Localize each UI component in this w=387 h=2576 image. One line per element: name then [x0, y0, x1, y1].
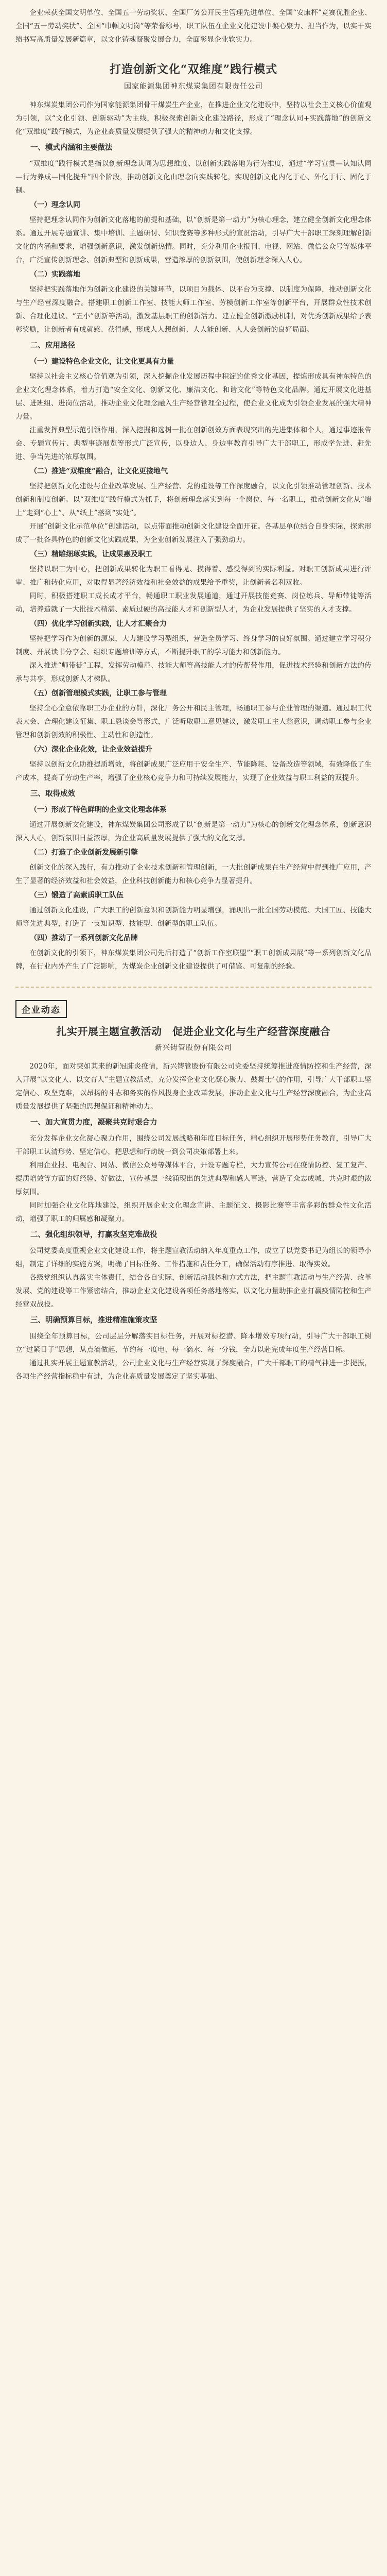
article-2 [15, 1023, 372, 1383]
paragraph: 通过创新文化建设，广大职工的创新意识和创新能力明显增强，涌现出一批全国劳动模范、大国工匠、技能大师等先进典型，打造了一支知识型、技能型、创新型的职工队伍。 [15, 906, 372, 928]
article-1-title: 打造创新文化“双维度”践行模式 [109, 63, 278, 76]
subsection-heading: （四）推动了一系列创新文化品牌 [30, 934, 138, 942]
section-heading: 三、明确预算目标，推进精准施策攻坚 [30, 1316, 157, 1325]
paragraph: 围绕全年预算目标，公司层层分解落实目标任务，开展对标挖潜、降本增效专项行动，引导广大干部职工树立“过紧日子”思想，从点滴做起，节约每一度电、每一滴水、每一分钱，全力以赴完成年度生产经营目标。 [15, 1332, 372, 1354]
paragraph: “双维度”践行模式是指以创新理念认同为思想维度、以创新实践落地为行为维度，通过“学习宣贯—认知认同—行为养成—固化提升”四个阶段，推动创新文化由理念向实践转化，实现创新文化内化于心、外化于行、固化于制。 [15, 160, 372, 195]
section-heading: 一、加大宣贯力度，凝聚共克时艰合力 [30, 1118, 157, 1127]
paragraph: 深入推进“师带徒”工程，发挥劳动模范、技能大师等高技能人才的传帮带作用，促进技术经验和创新方法的传承与共享，形成创新人才梯队。 [15, 662, 372, 683]
subsection-heading: （二）推进“双维度”融合，让文化更接地气 [30, 467, 168, 476]
lead-paragraph: 2020年，面对突如其来的新冠肺炎疫情，新兴铸管股份有限公司党委坚持统筹推进疫情防控和生产经营，深入开展“以文化人、以文育人”主题宣教活动，充分发挥企业文化凝心聚力、鼓舞士气的作用，引导广大干部职工坚定信心、攻坚克难，以昂扬的斗志和务实的作风投身企业改革发展，推动企业文化与生产经营深度融合，为企业高质量发展提供了坚强的思想保证和精神动力。 [15, 1062, 372, 1111]
section-heading: 二、应用路径 [30, 341, 75, 350]
subsection-heading: （五）创新管理模式实践，让职工参与管理 [30, 689, 167, 698]
lead-paragraph: 神东煤炭集团公司作为国家能源集团骨干煤炭生产企业，在推进企业文化建设中，坚持以社会主义核心价值观为引领，以“文化引领、创新驱动”为主线，积极探索创新文化建设路径，形成了“理念认同+实践落地”的创新文化“双维度”践行模式，为企业高质量发展提供了强大的精神动力和文化支撑。 [15, 101, 372, 136]
intro-paragraph: 企业荣获全国文明单位、全国五一劳动奖状、全国厂务公开民主管理先进单位、全国“安康杯”竞赛优胜企业、全国“五一劳动奖状”、全国“巾帼文明岗”等荣誉称号，职工队伍在企业文化建设中凝心聚力、担当作为，以实干实绩书写高质量发展新篇章，以文化铸魂凝聚发展合力，全面彰显企业软实力。 [15, 9, 372, 44]
paragraph: 开展“创新文化示范单位”创建活动，以点带面推动创新文化建设全面开花。各基层单位结合自身实际，探索形成了一批各具特色的创新文化实践成果，为企业创新发展注入了强劲动力。 [15, 522, 372, 544]
subsection-heading: （二）打造了企业创新发展新引擎 [30, 849, 138, 857]
paragraph: 坚持把学习作为创新的源泉，大力建设学习型组织，营造全员学习、终身学习的良好氛围。通过建立学习积分制度、开展读书分享会、组织专题培训等方式，不断提升职工的学习能力和创新能力。 [15, 635, 372, 656]
paragraph: 各级党组织认真落实主体责任，结合各自实际，创新活动载体和方式方法，把主题宣教活动与生产经营、改革发展、党的建设等工作紧密结合，推动企业文化建设各项任务落地落实，以文化力量助推企业打赢疫情防控和生产经营双战役。 [15, 1274, 372, 1309]
paragraph: 坚持以创新文化助推提质增效，将创新成果广泛应用于安全生产、节能降耗、设备改造等领域，有效降低了生产成本，提高了劳动生产率，增强了企业核心竞争力和可持续发展能力，实现了企业效益与职工利益的双提升。 [15, 760, 372, 782]
paragraph: 坚持全心全意依靠职工办企业的方针，深化厂务公开和民主管理，畅通职工参与企业管理的渠道。通过职工代表大会、合理化建议征集、职工恳谈会等形式，广泛听取职工意见建议，激发职工主人翁意识，调动职工参与企业管理和创新创效的积极性、主动性和创造性。 [15, 704, 372, 739]
paragraph: 通过扎实开展主题宣教活动，公司企业文化与生产经营实现了深度融合，广大干部职工的精气神进一步提振，各项生产经营指标稳中有进，为企业高质量发展奠定了坚实基础。 [15, 1359, 372, 1381]
paragraph: 通过开展创新文化建设，神东煤炭集团公司形成了以“创新是第一动力”为核心的创新文化理念体系，创新意识深入人心，创新氛围日益浓厚，为企业高质量发展提供了强大的文化支撑。 [15, 821, 372, 842]
article-2-title: 扎实开展主题宣教活动 促进企业文化与生产经营深度融合 [56, 1025, 331, 1038]
section-divider [15, 987, 372, 988]
section-heading: 三、取得成效 [30, 789, 75, 798]
section-heading: 二、强化组织领导，打赢攻坚克难战役 [30, 1230, 157, 1239]
article-1-byline: 国家能源集团神东煤炭集团有限责任公司 [124, 82, 263, 91]
subsection-heading: （三）精雕细琢实践，让成果惠及职工 [30, 550, 152, 558]
paragraph: 坚持以社会主义核心价值观为引领，深入挖掘企业发展历程中积淀的优秀文化基因，提炼形成具有神东特色的企业文化理念体系，着力打造“安全文化、创新文化、廉洁文化、和谐文化”等特色文化品牌。通过开展文化进基层、进班组、进岗位活动，推动企业文化理念融入生产经营管理全过程，使企业文化成为引领企业发展的强大精神力量。 [15, 372, 372, 421]
paragraph: 同时，积极搭建职工成长成才平台，畅通职工职业发展通道，通过开展技能竞赛、岗位练兵、导师带徒等活动，培养造就了一大批技术精湛、素质过硬的高技能人才和创新型人才，为企业发展提供了坚实的人才支撑。 [15, 592, 372, 614]
article-1 [15, 61, 372, 973]
subsection-heading: （一）建设特色企业文化，让文化更具有力量 [30, 358, 174, 366]
subsection-heading: （二）实践落地 [30, 270, 80, 279]
paragraph: 坚持以职工为中心，把创新成果转化为职工看得见、摸得着、感受得到的实际利益。对职工创新成果进行评审、推广和转化应用，对取得显著经济效益和社会效益的成果给予重奖，让创新者名利双收。 [15, 565, 372, 587]
section-heading: 一、模式内涵和主要做法 [30, 143, 113, 152]
paragraph: 坚持把实践落地作为创新文化建设的关键环节，以项目为载体、以平台为支撑、以制度为保障，推动创新文化与生产经营深度融合。搭建职工创新工作室、技能大师工作室、劳模创新工作室等创新平台，开展群众性技术创新、合理化建议、“五小”创新等活动，激发基层职工的创新活力。建立健全创新激励机制，对优秀创新成果给予表彰奖励，让创新者有成就感、获得感，形成人人想创新、人人能创新、人人会创新的良好局面。 [15, 285, 372, 334]
subsection-heading: （一）理念认同 [30, 201, 80, 209]
section-tag-wrap [15, 1000, 372, 1018]
intro-section [15, 6, 372, 46]
article-2-byline: 新兴铸管股份有限公司 [155, 1044, 232, 1052]
subsection-heading: （三）锻造了高素质职工队伍 [30, 891, 124, 900]
paragraph: 利用企业报、电视台、网站、微信公众号等媒体平台，开设专题专栏，大力宣传公司在疫情防控、复工复产、提质增效等方面的好经验、好做法，宣传基层一线涌现出的先进典型和感人事迹，营造了众志成城、共克时艰的浓厚氛围。 [15, 1161, 372, 1196]
paragraph: 公司党委高度重视企业文化建设工作，将主题宣教活动纳入年度重点工作，成立了以党委书记为组长的领导小组，制定了详细的实施方案，明确了目标任务、工作措施和责任分工，确保活动有序推进、取得实效。 [15, 1247, 372, 1268]
paragraph: 充分发挥企业文化凝心聚力作用，围绕公司发展战略和年度目标任务，精心组织开展形势任务教育，引导广大干部职工认清形势、坚定信心，把思想和行动统一到公司决策部署上来。 [15, 1134, 372, 1156]
subsection-heading: （一）形成了特色鲜明的企业文化理念体系 [30, 806, 167, 814]
paragraph: 坚持把创新文化建设与企业改革发展、生产经营、党的建设等工作深度融合，以文化引领推动管理创新、技术创新和制度创新。以“双维度”践行模式为抓手，将创新理念落实到每一个岗位、每一名职工，推动创新文化从“墙上”走到“心上”、从“纸上”落到“实处”。 [15, 482, 372, 517]
section-tag: 企业动态 [15, 1000, 67, 1018]
paragraph: 在创新文化的引领下，神东煤炭集团公司先后打造了“创新工作室联盟”“职工创新成果展”等一系列创新文化品牌，在行业内外产生了广泛影响，为煤炭企业创新文化建设提供了可借鉴、可复制的经验。 [15, 949, 372, 971]
article-1-body [15, 98, 372, 973]
paragraph: 创新文化的深入践行，有力推动了企业技术创新和管理创新，一大批创新成果在生产经营中得到推广应用，产生了显著的经济效益和社会效益，企业科技创新能力和核心竞争力显著提升。 [15, 863, 372, 885]
paragraph: 坚持把理念认同作为创新文化落地的前提和基础，以“创新是第一动力”为核心理念，建立健全创新文化理念体系。通过开展专题宣讲、集中培训、主题研讨、知识竞赛等多种形式的宣贯活动，引导广大干部职工深刻理解创新文化的内涵和要求，增强创新意识，激发创新热情。同时，充分利用企业报刊、电视、网站、微信公众号等媒体平台，广泛宣传创新理念、创新典型和创新成果，营造浓厚的创新氛围，使创新理念深入人心。 [15, 216, 372, 264]
subsection-heading: （六）深化企业化效，让企业效益提升 [30, 745, 152, 754]
subsection-heading: （四）优化学习创新实践，让人才汇聚合力 [30, 620, 167, 628]
paragraph: 注重发挥典型示范引领作用，深入挖掘和选树一批在创新创效方面表现突出的先进集体和个人，通过事迹报告会、专题宣传片、典型事迹展览等形式广泛宣传，以身边人、身边事教育引导广大干部职工，形成学先进、赶先进、争当先进的浓厚氛围。 [15, 426, 372, 461]
paragraph: 同时加强企业文化阵地建设，组织开展企业文化理念宣讲、主题征文、摄影比赛等丰富多彩的群众性文化活动，增强了职工的归属感和凝聚力。 [15, 1201, 372, 1223]
article-2-body [15, 1060, 372, 1383]
